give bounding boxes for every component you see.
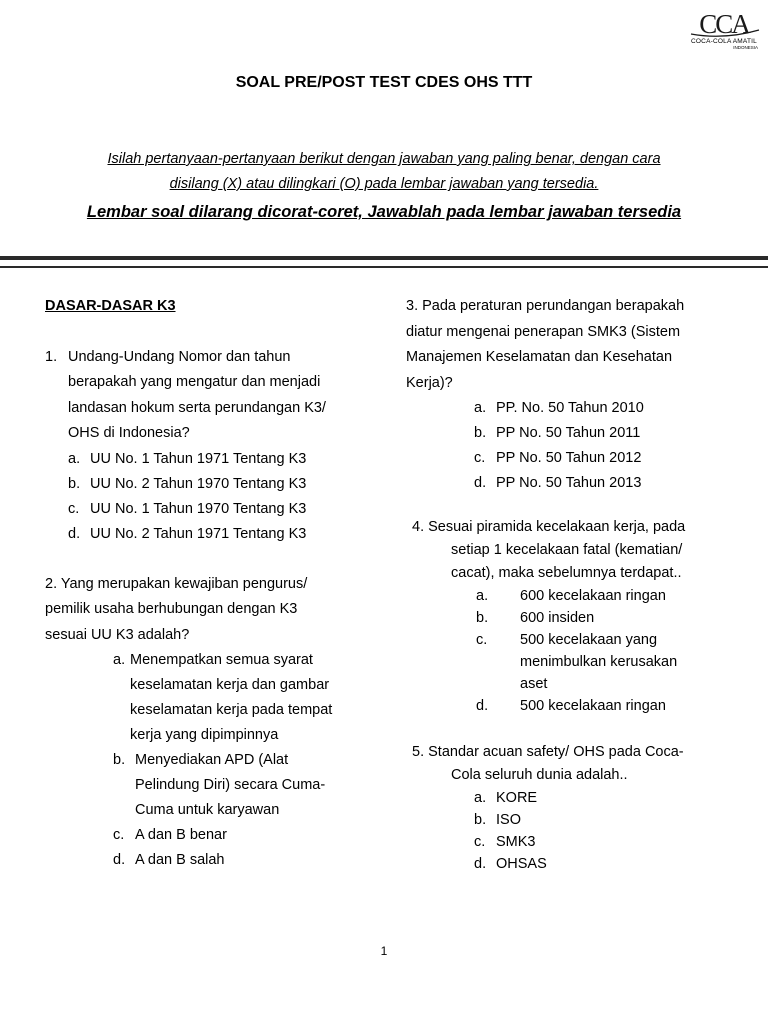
option-c: c. 500 kecelakaan yang menimbulkan kerusakan aset: [476, 632, 678, 692]
question-line: 5. Standar acuan safety/ OHS pada Coca-: [412, 744, 684, 760]
question-line: Manajemen Keselamatan dan Kesehatan: [406, 349, 673, 365]
question-5: [412, 741, 756, 787]
option-c: c. SMK3: [474, 834, 536, 850]
question-line: cacat), maka sebelumnya terdapat..: [451, 565, 682, 581]
option-b: b. UU No. 2 Tahun 1970 Tentang K3: [68, 475, 307, 492]
question-number: 1.: [45, 348, 58, 365]
cca-logo-mark-icon: [687, 10, 761, 38]
question-line: setiap 1 kecelakaan fatal (kematian/: [451, 542, 683, 558]
question-line: pemilik usaha berhubungan dengan K3: [45, 601, 298, 617]
option-c: c. PP No. 50 Tahun 2012: [474, 450, 642, 466]
divider-thin: [0, 266, 768, 268]
q4-options: [476, 585, 756, 717]
company-logo: [686, 10, 762, 50]
question-text: [68, 345, 326, 447]
question-line: Undang-Undang Nomor dan tahun: [68, 348, 291, 365]
q1-options: [68, 447, 375, 547]
instruction-line-2: disilang (X) atau dilingkari (O) pada lembar jawaban yang tersedia.: [169, 176, 599, 192]
question-4: [412, 516, 756, 585]
section-heading: DASAR-DASAR K3: [45, 298, 176, 314]
option-b: b. ISO: [474, 812, 521, 828]
option-b: b. Menyediakan APD (Alat Pelindung Diri) secara Cuma- Cuma untuk karyawan: [113, 752, 326, 818]
divider-thick: [0, 256, 768, 260]
instruction-line-1: Isilah pertanyaan-pertanyaan berikut dengan jawaban yang paling benar, dengan cara: [107, 151, 661, 167]
option-d: d. 500 kecelakaan ringan: [476, 698, 666, 714]
option-b: b. PP No. 50 Tahun 2011: [474, 425, 641, 441]
option-d: d. A dan B salah: [113, 852, 225, 868]
left-column: [45, 294, 375, 873]
question-3: [406, 294, 756, 396]
right-column: [406, 294, 756, 875]
option-a: a. UU No. 1 Tahun 1971 Tentang K3: [68, 450, 307, 467]
option-c: c. A dan B benar: [113, 827, 227, 843]
option-a: a. 600 kecelakaan ringan: [476, 588, 666, 604]
option-d: d. OHSAS: [474, 856, 547, 872]
question-line: 4. Sesuai piramida kecelakaan kerja, pada: [412, 519, 686, 535]
q3-options: [474, 396, 756, 496]
page-title: SOAL PRE/POST TEST CDES OHS TTT: [235, 74, 533, 91]
option-a: a. KORE: [474, 790, 538, 806]
question-2: [45, 572, 375, 649]
option-b: b. 600 insiden: [476, 610, 595, 626]
option-a: a. Menempatkan semua syarat keselamatan kerja dan gambar keselamatan kerja pada tempat kerja yang dipimpinnya: [113, 652, 333, 743]
instruction-warning: Lembar soal dilarang dicorat-coret, Jawablah pada lembar jawaban tersedia: [86, 203, 682, 221]
question-line: Kerja)?: [406, 374, 453, 391]
logo-company-name: COCA-COLA AMATIL: [691, 38, 757, 45]
option-d: d. UU No. 2 Tahun 1971 Tentang K3: [68, 525, 307, 542]
q2-options: [113, 648, 375, 873]
question-1: [45, 345, 375, 447]
option-d: d. PP No. 50 Tahun 2013: [474, 475, 642, 491]
page-number: 1: [380, 944, 388, 958]
question-line: 3. Pada peraturan perundangan berapakah: [406, 298, 685, 314]
option-a: a. PP. No. 50 Tahun 2010: [474, 400, 644, 416]
q5-options: [474, 787, 756, 875]
question-line: Cola seluruh dunia adalah..: [451, 767, 628, 783]
question-line: 2. Yang merupakan kewajiban pengurus/: [45, 575, 308, 592]
svg-text:CCA: CCA: [699, 10, 749, 38]
logo-country: INDONESIA: [733, 45, 758, 50]
question-line: landasan hokum serta perundangan K3/: [68, 399, 326, 416]
question-line: berapakah yang mengatur dan menjadi: [68, 374, 321, 390]
question-line: sesuai UU K3 adalah?: [45, 626, 190, 643]
option-c: c. UU No. 1 Tahun 1970 Tentang K3: [68, 500, 307, 517]
question-line: diatur mengenai penerapan SMK3 (Sistem: [406, 323, 681, 340]
question-line: OHS di Indonesia?: [68, 425, 190, 441]
